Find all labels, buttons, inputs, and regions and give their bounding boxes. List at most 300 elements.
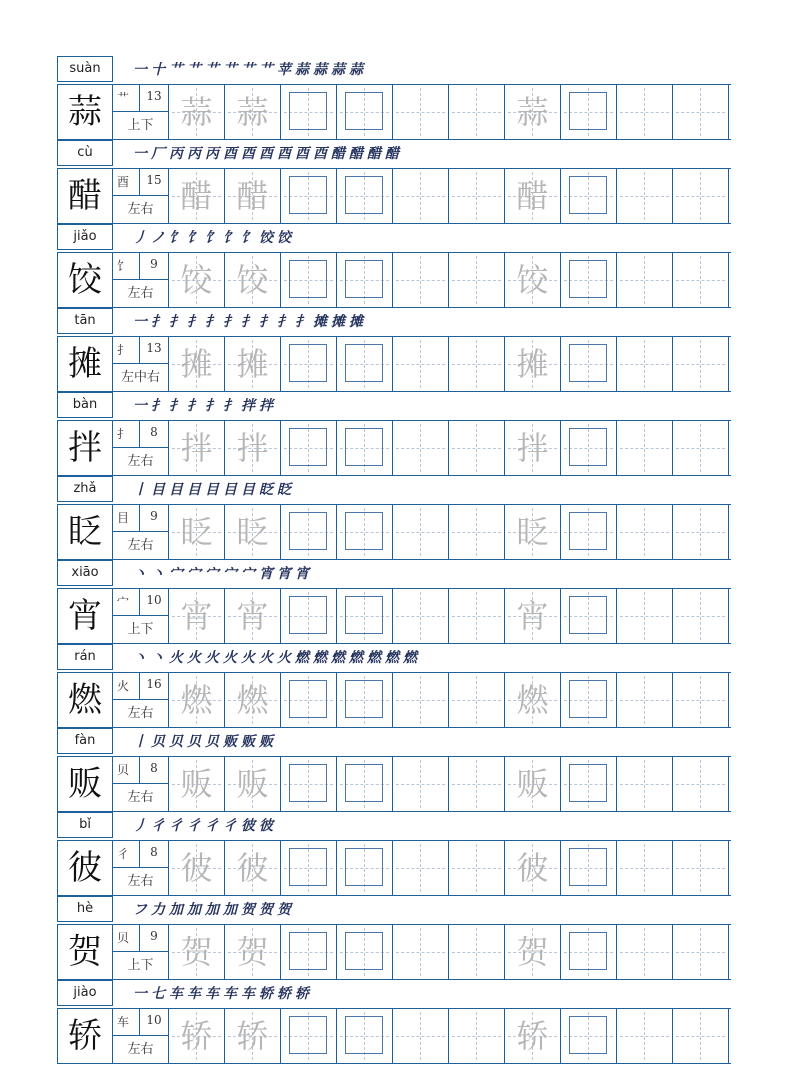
practice-cell[interactable] [561, 85, 617, 139]
radical-label: 酉 [117, 175, 130, 189]
practice-cell[interactable] [225, 673, 281, 727]
stroke-step: 丶 [133, 566, 148, 582]
practice-cell[interactable] [393, 505, 449, 559]
practice-cell[interactable] [337, 421, 393, 475]
stroke-count: 9 [150, 509, 158, 523]
writing-box[interactable] [289, 176, 327, 214]
practice-cell[interactable] [393, 841, 449, 895]
practice-cell[interactable] [225, 757, 281, 811]
practice-cell[interactable] [505, 589, 561, 643]
practice-cell[interactable] [617, 337, 673, 391]
practice-cell[interactable] [337, 589, 393, 643]
practice-cell[interactable] [393, 253, 449, 307]
writing-box[interactable] [569, 680, 607, 718]
divider [113, 867, 168, 868]
stroke-step: 酉 [223, 146, 238, 162]
practice-cell[interactable] [337, 757, 393, 811]
radical-label: 饣 [117, 259, 130, 273]
practice-cell[interactable] [281, 841, 337, 895]
practice-cell[interactable] [449, 253, 505, 307]
practice-cell[interactable] [281, 1009, 337, 1063]
writing-box[interactable] [289, 596, 327, 634]
stroke-step: 艹 [187, 62, 202, 78]
practice-cell[interactable] [673, 505, 729, 559]
model-character: 贺 [57, 925, 113, 979]
writing-box[interactable] [345, 596, 383, 634]
trace-character: 摊 [236, 345, 269, 383]
practice-cell[interactable] [449, 85, 505, 139]
practice-cell[interactable] [393, 1009, 449, 1063]
stroke-step: 摊 [331, 314, 346, 330]
pinyin-row [57, 812, 731, 840]
stroke-step: 十 [151, 62, 166, 78]
stroke-step: 酉 [277, 146, 292, 162]
practice-cell[interactable] [281, 505, 337, 559]
stroke-step: 扌 [151, 314, 166, 330]
practice-cell[interactable] [169, 589, 225, 643]
practice-sheet [57, 56, 731, 1064]
character-info [113, 589, 169, 643]
practice-cell[interactable] [505, 337, 561, 391]
practice-cell[interactable] [169, 85, 225, 139]
practice-cell[interactable] [281, 757, 337, 811]
stroke-step: 一 [133, 146, 148, 162]
stroke-step: 彳 [151, 818, 166, 834]
pinyin-label: jiào [57, 980, 113, 1006]
practice-cell[interactable] [281, 85, 337, 139]
trace-character: 轿 [180, 1017, 213, 1055]
practice-cell[interactable] [561, 589, 617, 643]
stroke-step: 一 [133, 986, 148, 1002]
trace-character: 饺 [516, 261, 549, 299]
stroke-count: 10 [146, 1013, 162, 1027]
writing-grid-row [57, 84, 731, 140]
practice-cell[interactable] [673, 337, 729, 391]
practice-cell[interactable] [505, 85, 561, 139]
practice-cell[interactable] [337, 337, 393, 391]
pinyin-label: xiāo [57, 560, 113, 586]
pinyin-label: suàn [57, 56, 113, 82]
stroke-step: 丿 [133, 818, 148, 834]
stroke-step: 加 [223, 902, 238, 918]
radical-label: 扌 [117, 427, 130, 441]
stroke-step: 轿 [295, 986, 310, 1002]
stroke-step: 艹 [169, 62, 184, 78]
writing-box[interactable] [569, 428, 607, 466]
stroke-step: 蒜 [349, 62, 364, 78]
character-entry [57, 56, 731, 140]
divider [139, 1009, 140, 1035]
stroke-step: 车 [205, 986, 220, 1002]
practice-cell[interactable] [561, 841, 617, 895]
stroke-step: 轿 [277, 986, 292, 1002]
pinyin-label: fàn [57, 728, 113, 754]
trace-character: 眨 [180, 513, 213, 551]
writing-box[interactable] [345, 764, 383, 802]
divider [139, 169, 140, 195]
practice-cell[interactable] [449, 925, 505, 979]
stroke-step: 彼 [259, 818, 274, 834]
practice-cell[interactable] [225, 85, 281, 139]
practice-cell[interactable] [673, 253, 729, 307]
writing-box[interactable] [289, 680, 327, 718]
stroke-order [133, 814, 277, 838]
stroke-order [133, 58, 367, 82]
stroke-count: 9 [150, 929, 158, 943]
pinyin-label: cù [57, 140, 113, 166]
practice-cell[interactable] [505, 925, 561, 979]
writing-grid-row [57, 168, 731, 224]
practice-cell[interactable] [225, 337, 281, 391]
writing-box[interactable] [345, 932, 383, 970]
practice-cell[interactable] [673, 85, 729, 139]
writing-box[interactable] [569, 512, 607, 550]
practice-cell[interactable] [449, 589, 505, 643]
stroke-step: 苹 [277, 62, 292, 78]
structure-label: 左右 [127, 538, 154, 553]
stroke-step: 厂 [151, 146, 166, 162]
practice-cell[interactable] [673, 589, 729, 643]
practice-cell[interactable] [169, 925, 225, 979]
trace-character: 轿 [236, 1017, 269, 1055]
stroke-step: 彳 [169, 818, 184, 834]
character-info [113, 421, 169, 475]
divider [113, 195, 168, 196]
practice-cell[interactable] [505, 169, 561, 223]
practice-cell[interactable] [225, 841, 281, 895]
stroke-step: フ [133, 902, 148, 918]
practice-cell[interactable] [337, 169, 393, 223]
pinyin-label: jiǎo [57, 224, 113, 250]
practice-cell[interactable] [281, 589, 337, 643]
practice-cell[interactable] [561, 673, 617, 727]
practice-cell[interactable] [561, 505, 617, 559]
stroke-count: 10 [146, 593, 162, 607]
practice-cell[interactable] [449, 337, 505, 391]
pinyin-row [57, 560, 731, 588]
character-entry [57, 728, 731, 812]
stroke-step: 燃 [295, 650, 310, 666]
writing-box[interactable] [345, 176, 383, 214]
practice-cell[interactable] [617, 253, 673, 307]
writing-box[interactable] [345, 344, 383, 382]
stroke-step: 贩 [241, 734, 256, 750]
writing-box[interactable] [569, 176, 607, 214]
writing-box[interactable] [345, 428, 383, 466]
trace-character: 轿 [516, 1017, 549, 1055]
stroke-step: 扌 [169, 314, 184, 330]
practice-cell[interactable] [617, 757, 673, 811]
stroke-step: 扌 [187, 314, 202, 330]
writing-box[interactable] [345, 512, 383, 550]
writing-box[interactable] [345, 92, 383, 130]
writing-box[interactable] [289, 764, 327, 802]
stroke-count: 16 [146, 677, 162, 691]
practice-cell[interactable] [393, 589, 449, 643]
practice-cell[interactable] [225, 1009, 281, 1063]
stroke-step: 燃 [313, 650, 328, 666]
practice-cell[interactable] [505, 421, 561, 475]
practice-cell[interactable] [673, 1009, 729, 1063]
stroke-step: 扌 [223, 314, 238, 330]
stroke-step: 加 [205, 902, 220, 918]
practice-cell[interactable] [225, 589, 281, 643]
stroke-count: 8 [150, 845, 158, 859]
practice-cell[interactable] [281, 253, 337, 307]
practice-cell[interactable] [449, 673, 505, 727]
stroke-step: 贺 [241, 902, 256, 918]
character-info [113, 757, 169, 811]
practice-cell[interactable] [617, 841, 673, 895]
practice-cell[interactable] [225, 505, 281, 559]
stroke-step: 丙 [205, 146, 220, 162]
stroke-step: 火 [277, 650, 292, 666]
practice-cell[interactable] [337, 505, 393, 559]
practice-cell[interactable] [393, 85, 449, 139]
writing-box[interactable] [289, 1016, 327, 1054]
practice-cell[interactable] [505, 841, 561, 895]
practice-cell[interactable] [393, 169, 449, 223]
writing-box[interactable] [569, 764, 607, 802]
writing-box[interactable] [289, 260, 327, 298]
stroke-step: 火 [241, 650, 256, 666]
model-character: 眨 [57, 505, 113, 559]
practice-cell[interactable] [617, 925, 673, 979]
divider [139, 589, 140, 615]
practice-cell[interactable] [561, 253, 617, 307]
practice-cell[interactable] [337, 85, 393, 139]
pinyin-row [57, 980, 731, 1008]
writing-box[interactable] [289, 428, 327, 466]
practice-cell[interactable] [561, 337, 617, 391]
writing-box[interactable] [569, 848, 607, 886]
writing-box[interactable] [345, 1016, 383, 1054]
practice-cell[interactable] [505, 505, 561, 559]
writing-grid-row [57, 924, 731, 980]
character-info [113, 169, 169, 223]
radical-label: 彳 [117, 847, 130, 861]
practice-cell[interactable] [225, 253, 281, 307]
trace-character: 摊 [516, 345, 549, 383]
structure-label: 左右 [127, 454, 154, 469]
practice-cell[interactable] [337, 925, 393, 979]
stroke-order [133, 982, 313, 1006]
practice-cell[interactable] [225, 421, 281, 475]
radical-label: 扌 [117, 343, 130, 357]
character-entry [57, 896, 731, 980]
stroke-step: 火 [259, 650, 274, 666]
writing-box[interactable] [345, 848, 383, 886]
stroke-count: 9 [150, 257, 158, 271]
practice-cell[interactable] [169, 505, 225, 559]
practice-cell[interactable] [617, 505, 673, 559]
structure-label: 上下 [127, 118, 154, 133]
practice-cell[interactable] [393, 421, 449, 475]
practice-cell[interactable] [617, 589, 673, 643]
stroke-step: 一 [133, 314, 148, 330]
writing-box[interactable] [569, 260, 607, 298]
practice-cell[interactable] [505, 1009, 561, 1063]
character-entry [57, 140, 731, 224]
pinyin-label: hè [57, 896, 113, 922]
divider [139, 925, 140, 951]
trace-character: 宵 [516, 597, 549, 635]
writing-box[interactable] [569, 344, 607, 382]
stroke-step: 火 [187, 650, 202, 666]
practice-cell[interactable] [673, 169, 729, 223]
stroke-step: 贝 [169, 734, 184, 750]
practice-cell[interactable] [393, 337, 449, 391]
practice-cell[interactable] [169, 421, 225, 475]
writing-box[interactable] [289, 344, 327, 382]
practice-cell[interactable] [449, 1009, 505, 1063]
stroke-step: 艹 [259, 62, 274, 78]
stroke-step: 七 [151, 986, 166, 1002]
practice-cell[interactable] [617, 1009, 673, 1063]
writing-box[interactable] [569, 932, 607, 970]
practice-cell[interactable] [169, 757, 225, 811]
stroke-step: 宵 [259, 566, 274, 582]
stroke-step: 扌 [169, 398, 184, 414]
model-character: 摊 [57, 337, 113, 391]
pinyin-row [57, 728, 731, 756]
stroke-step: 宀 [169, 566, 184, 582]
practice-cell[interactable] [169, 1009, 225, 1063]
practice-cell[interactable] [281, 673, 337, 727]
practice-cell[interactable] [617, 421, 673, 475]
stroke-step: 饣 [169, 230, 184, 246]
practice-cell[interactable] [617, 169, 673, 223]
practice-cell[interactable] [561, 757, 617, 811]
practice-cell[interactable] [449, 505, 505, 559]
stroke-step: 加 [187, 902, 202, 918]
practice-cell[interactable] [337, 1009, 393, 1063]
writing-box[interactable] [569, 1016, 607, 1054]
practice-cell[interactable] [393, 925, 449, 979]
practice-cell[interactable] [673, 673, 729, 727]
divider [113, 615, 168, 616]
character-entry [57, 644, 731, 728]
practice-cell[interactable] [673, 841, 729, 895]
structure-label: 上下 [127, 958, 154, 973]
writing-grid-row [57, 504, 731, 560]
practice-cell[interactable] [561, 421, 617, 475]
stroke-step: 车 [187, 986, 202, 1002]
practice-cell[interactable] [617, 673, 673, 727]
stroke-step: 彼 [241, 818, 256, 834]
practice-cell[interactable] [449, 421, 505, 475]
practice-cell[interactable] [281, 925, 337, 979]
practice-cell[interactable] [169, 673, 225, 727]
stroke-step: 丙 [187, 146, 202, 162]
stroke-step: 加 [169, 902, 184, 918]
practice-cell[interactable] [281, 421, 337, 475]
trace-character: 贩 [180, 765, 213, 803]
stroke-step: 饺 [277, 230, 292, 246]
stroke-step: 蒜 [313, 62, 328, 78]
trace-character: 蒜 [180, 93, 213, 131]
practice-cell[interactable] [393, 673, 449, 727]
stroke-order [133, 478, 295, 502]
stroke-step: 扌 [187, 398, 202, 414]
trace-character: 蒜 [516, 93, 549, 131]
stroke-order [133, 898, 295, 922]
divider [113, 279, 168, 280]
practice-cell[interactable] [505, 757, 561, 811]
practice-cell[interactable] [169, 253, 225, 307]
writing-box[interactable] [569, 92, 607, 130]
stroke-step: 艹 [205, 62, 220, 78]
writing-box[interactable] [289, 848, 327, 886]
practice-cell[interactable] [281, 337, 337, 391]
writing-box[interactable] [289, 932, 327, 970]
stroke-step: 丙 [169, 146, 184, 162]
practice-cell[interactable] [169, 841, 225, 895]
practice-cell[interactable] [281, 169, 337, 223]
trace-character: 饺 [180, 261, 213, 299]
divider [139, 505, 140, 531]
trace-character: 拌 [236, 429, 269, 467]
divider [139, 841, 140, 867]
practice-cell[interactable] [169, 169, 225, 223]
stroke-step: 火 [223, 650, 238, 666]
writing-box[interactable] [345, 260, 383, 298]
practice-cell[interactable] [561, 1009, 617, 1063]
trace-character: 蒜 [236, 93, 269, 131]
pinyin-row [57, 476, 731, 504]
practice-cell[interactable] [505, 673, 561, 727]
practice-cell[interactable] [225, 925, 281, 979]
writing-box[interactable] [345, 680, 383, 718]
trace-character: 眨 [516, 513, 549, 551]
writing-grid-row [57, 1008, 731, 1064]
practice-cell[interactable] [169, 337, 225, 391]
practice-cell[interactable] [561, 169, 617, 223]
practice-cell[interactable] [561, 925, 617, 979]
practice-cell[interactable] [337, 841, 393, 895]
writing-box[interactable] [569, 596, 607, 634]
practice-cell[interactable] [673, 757, 729, 811]
stroke-order [133, 562, 313, 586]
practice-cell[interactable] [449, 841, 505, 895]
trace-character: 醋 [236, 177, 269, 215]
practice-cell[interactable] [337, 673, 393, 727]
writing-box[interactable] [289, 512, 327, 550]
model-character: 饺 [57, 253, 113, 307]
pinyin-label: bàn [57, 392, 113, 418]
stroke-step: 宀 [205, 566, 220, 582]
writing-grid-row [57, 672, 731, 728]
practice-cell[interactable] [393, 757, 449, 811]
practice-cell[interactable] [449, 169, 505, 223]
practice-cell[interactable] [449, 757, 505, 811]
stroke-step: 目 [223, 482, 238, 498]
writing-box[interactable] [289, 92, 327, 130]
practice-cell[interactable] [617, 85, 673, 139]
stroke-step: 贝 [187, 734, 202, 750]
stroke-step: 彳 [187, 818, 202, 834]
practice-cell[interactable] [673, 925, 729, 979]
practice-cell[interactable] [673, 421, 729, 475]
writing-grid-row [57, 336, 731, 392]
practice-cell[interactable] [337, 253, 393, 307]
pinyin-row [57, 56, 731, 84]
practice-cell[interactable] [225, 169, 281, 223]
stroke-step: 眨 [277, 482, 292, 498]
trace-character: 宵 [236, 597, 269, 635]
practice-cell[interactable] [505, 253, 561, 307]
writing-grid-row [57, 756, 731, 812]
